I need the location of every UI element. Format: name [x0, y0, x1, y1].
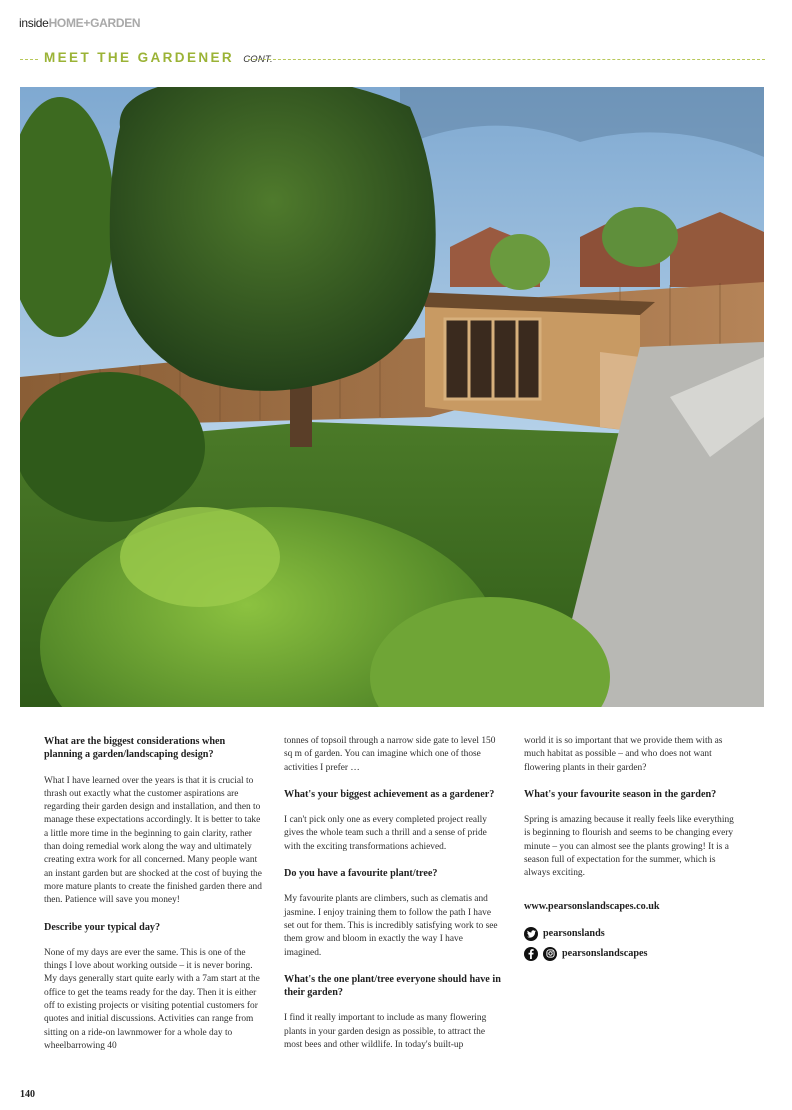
twitter-handle-text: pearsonslands	[543, 928, 605, 940]
instagram-icon[interactable]	[543, 947, 557, 961]
dashed-rule-right	[248, 59, 765, 60]
question-heading: Do you have a favourite plant/tree?	[284, 868, 438, 880]
section-title	[44, 50, 273, 65]
question-heading: Describe your typical day?	[44, 921, 161, 933]
answer-paragraph: Spring is amazing because it really feels like everything is beginning to flourish and seems to be changing every minute – you can almost see the plants growing! It is a season full of expectation for the summer, which is always exciting.	[524, 815, 734, 879]
answer-paragraph: tonnes of topsoil through a narrow side gate to level 150 sq m of garden. You can imagine which one of those activities I prefer …	[284, 736, 496, 773]
answer-paragraph: What I have learned over the years is that it is crucial to thrash out exactly what the customer aspirations are regarding their garden design and installation, and then to manage these expectations accordingly. It is better to take a little more time in the beginning to gain clarity, rather than doing remedial work along the way and ultimately creating extra work for all concerned. Many people want an instant garden but are shocked at the cost of buying the more mature plants to create the finished garden there and then. Patience will save you money!	[44, 775, 262, 906]
masthead	[19, 16, 140, 30]
answer-paragraph: My favourite plants are climbers, such as clematis and jasmine. I enjoy training them to follow the path I have set out for them. This is incredibly satisfying work to see them grow and bloom in exactly the way I have imagined.	[284, 894, 498, 958]
text-column-3	[524, 735, 742, 967]
website-link[interactable]: www.pearsonslandscapes.co.uk	[524, 900, 660, 912]
answer-paragraph: None of my days are ever the same. This is one of the things I love about working outside – it is never boring. My days generally start quite early with a 7am start at the office to get the teams ready for the day. Then it is either off to existing projects or visiting potential customers for quotes and initial discussions. Activities can range from sitting on a ride-on lawnmower for a whole day to wheelbarrowing 40	[44, 947, 260, 1051]
dashed-rule-left	[20, 59, 38, 60]
question-heading: What's your favourite season in the garden?	[524, 788, 717, 800]
masthead-inside: inside	[19, 16, 49, 30]
twitter-icon[interactable]	[524, 927, 538, 941]
facebook-instagram-handle[interactable]	[524, 947, 742, 961]
answer-paragraph: world it is so important that we provide them with as much habitat as possible – and who does not want flowering plants in their garden?	[524, 736, 723, 773]
section-subtitle: CONT.	[243, 54, 273, 65]
question-heading: What's the one plant/tree everyone should have in their garden?	[284, 973, 501, 999]
section-title-text: MEET THE GARDENER	[44, 50, 235, 65]
answer-paragraph: I can't pick only one as every completed project really gives the whole team such a thrill and a sense of pride with the exciting transformations achieved.	[284, 815, 487, 852]
garden-photo	[20, 87, 764, 707]
text-column-2	[284, 735, 502, 1065]
question-heading: What are the biggest considerations when planning a garden/landscaping design?	[44, 736, 226, 761]
section-header	[20, 50, 765, 68]
instagram-handle-text: pearsonslandscapes	[562, 948, 648, 960]
garden-photo-illustration	[20, 87, 764, 707]
text-column-1	[44, 735, 262, 1066]
twitter-handle[interactable]	[524, 927, 742, 941]
question-heading: What's your biggest achievement as a gardener?	[284, 788, 495, 800]
answer-paragraph: I find it really important to include as many flowering plants in your garden design as possible, to attract the most bees and other wildlife. In today's built-up	[284, 1013, 487, 1051]
page-number: 140	[20, 1089, 35, 1100]
facebook-icon[interactable]	[524, 947, 538, 961]
masthead-brand: HOME+GARDEN	[48, 16, 141, 30]
